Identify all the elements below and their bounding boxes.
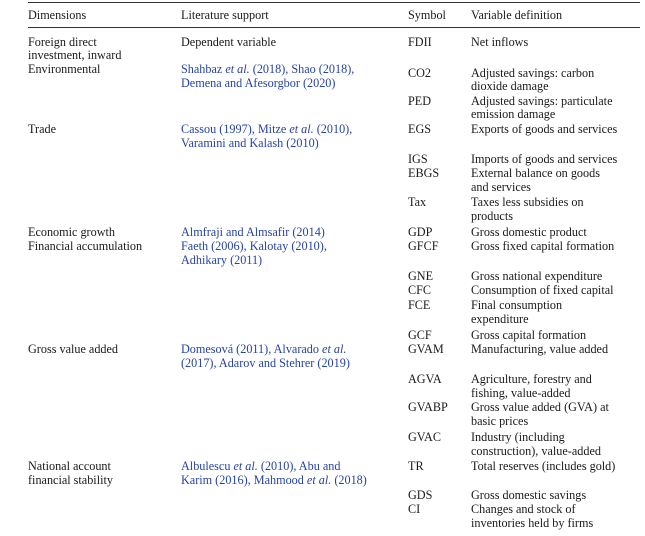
citation-text: Karim (2016), Mahmood [181, 473, 307, 487]
literature-growth: Almfraji and Almsafir (2014) [181, 225, 325, 239]
definition-egs: Exports of goods and services [471, 122, 618, 136]
definition-gne: Gross national expenditure [471, 269, 603, 283]
definition-gcf: Gross capital formation [471, 328, 587, 342]
definition-cfc: Consumption of fixed capital [471, 283, 614, 297]
symbol-fce: FCE [408, 298, 431, 312]
literature-env-line2: Demena and Afesorgbor (2020) [181, 76, 336, 90]
literature-trade-line1 [181, 123, 352, 136]
citation-text: Domesová (2011), Alvarado [181, 342, 323, 356]
citation-text: Shahbaz [181, 62, 226, 76]
citation-etal: et al. [225, 62, 250, 76]
symbol-gne: GNE [408, 269, 434, 283]
dimension-financial-accumulation: Financial accumulation [28, 239, 143, 253]
table-top-rule [28, 2, 640, 3]
symbol-agva: AGVA [408, 372, 442, 386]
definition-agva-line2: fishing, value-added [471, 386, 571, 400]
header-literature: Literature support [181, 8, 269, 22]
citation-text: (2018), Shao (2018), [249, 62, 355, 76]
citation-etal: et al. [289, 122, 314, 136]
citation-text: (2018) [331, 473, 367, 487]
definition-ebgs-line1: External balance on goods [471, 166, 600, 180]
definition-co2-line1: Adjusted savings: carbon [471, 66, 595, 80]
literature-trade-line2: Varamini and Kalash (2010) [181, 136, 319, 150]
symbol-ped: PED [408, 94, 432, 108]
literature-nat-line1 [181, 460, 340, 473]
citation-text: Albulescu [181, 459, 234, 473]
definition-gvam: Manufacturing, value added [471, 342, 609, 356]
definition-agva-line1: Agriculture, forestry and [471, 372, 592, 386]
literature-nat-line2 [181, 474, 367, 487]
dimension-gross-value-added: Gross value added [28, 342, 119, 356]
dimension-national-account-line1: National account [28, 459, 111, 473]
citation-text: Cassou (1997), Mitze [181, 122, 290, 136]
symbol-gdp: GDP [408, 225, 433, 239]
definition-gvac-line1: Industry (including [471, 430, 565, 444]
definition-fdii: Net inflows [471, 35, 529, 49]
citation-text: (2010), [313, 122, 353, 136]
literature-fin-line1: Faeth (2006), Kalotay (2010), [181, 239, 327, 253]
literature-fin-line2: Adhikary (2011) [181, 253, 263, 267]
citation-text: (2010), Abu and [257, 459, 341, 473]
dimension-environmental: Environmental [28, 62, 101, 76]
definition-ped-line2: emission damage [471, 107, 556, 121]
symbol-ci: CI [408, 502, 421, 516]
symbol-gvabp: GVABP [408, 400, 448, 414]
literature-env-line1 [181, 63, 354, 76]
dimension-fdi-line1: Foreign direct [28, 35, 97, 49]
dimension-national-account-line2: financial stability [28, 473, 113, 487]
header-definition: Variable definition [471, 8, 563, 22]
header-symbol: Symbol [408, 8, 446, 22]
definition-tax-line1: Taxes less subsidies on [471, 195, 584, 209]
symbol-gvac: GVAC [408, 430, 441, 444]
definition-ebgs-line2: and services [471, 180, 531, 194]
literature-gva-line1 [181, 343, 346, 356]
definition-fce-line2: expenditure [471, 312, 529, 326]
symbol-tax: Tax [408, 195, 427, 209]
citation-etal: et al. [322, 342, 347, 356]
header-rule [28, 27, 640, 28]
definition-gfcf: Gross fixed capital formation [471, 239, 615, 253]
symbol-egs: EGS [408, 122, 432, 136]
symbol-gvam: GVAM [408, 342, 444, 356]
definition-gvac-line2: construction), value-added [471, 444, 601, 458]
citation-etal: et al. [306, 473, 332, 487]
citation-etal: et al. [233, 459, 258, 473]
header-dimensions: Dimensions [28, 8, 87, 22]
literature-fdi: Dependent variable [181, 35, 277, 49]
definition-gdp: Gross domestic product [471, 225, 587, 239]
definition-tr: Total reserves (includes gold) [471, 459, 616, 473]
symbol-fdii: FDII [408, 35, 432, 49]
dimension-trade: Trade [28, 122, 56, 136]
symbol-tr: TR [408, 459, 424, 473]
definition-tax-line2: products [471, 209, 513, 223]
dimension-fdi-line2: investment, inward [28, 48, 122, 62]
definition-co2-line2: dioxide damage [471, 79, 549, 93]
definition-ci-line2: inventories held by firms [471, 516, 594, 530]
definition-gvabp-line1: Gross value added (GVA) at [471, 400, 609, 414]
definition-igs: Imports of goods and services [471, 152, 618, 166]
symbol-co2: CO2 [408, 66, 432, 80]
definition-gds: Gross domestic savings [471, 488, 587, 502]
literature-gva-line2: (2017), Adarov and Stehrer (2019) [181, 356, 350, 370]
definition-ci-line1: Changes and stock of [471, 502, 576, 516]
definition-ped-line1: Adjusted savings: particulate [471, 94, 613, 108]
symbol-cfc: CFC [408, 283, 432, 297]
dimension-economic-growth: Economic growth [28, 225, 115, 239]
symbol-gcf: GCF [408, 328, 432, 342]
definition-fce-line1: Final consumption [471, 298, 563, 312]
definition-gvabp-line2: basic prices [471, 414, 529, 428]
symbol-gds: GDS [408, 488, 433, 502]
symbol-gfcf: GFCF [408, 239, 439, 253]
symbol-ebgs: EBGS [408, 166, 440, 180]
symbol-igs: IGS [408, 152, 428, 166]
